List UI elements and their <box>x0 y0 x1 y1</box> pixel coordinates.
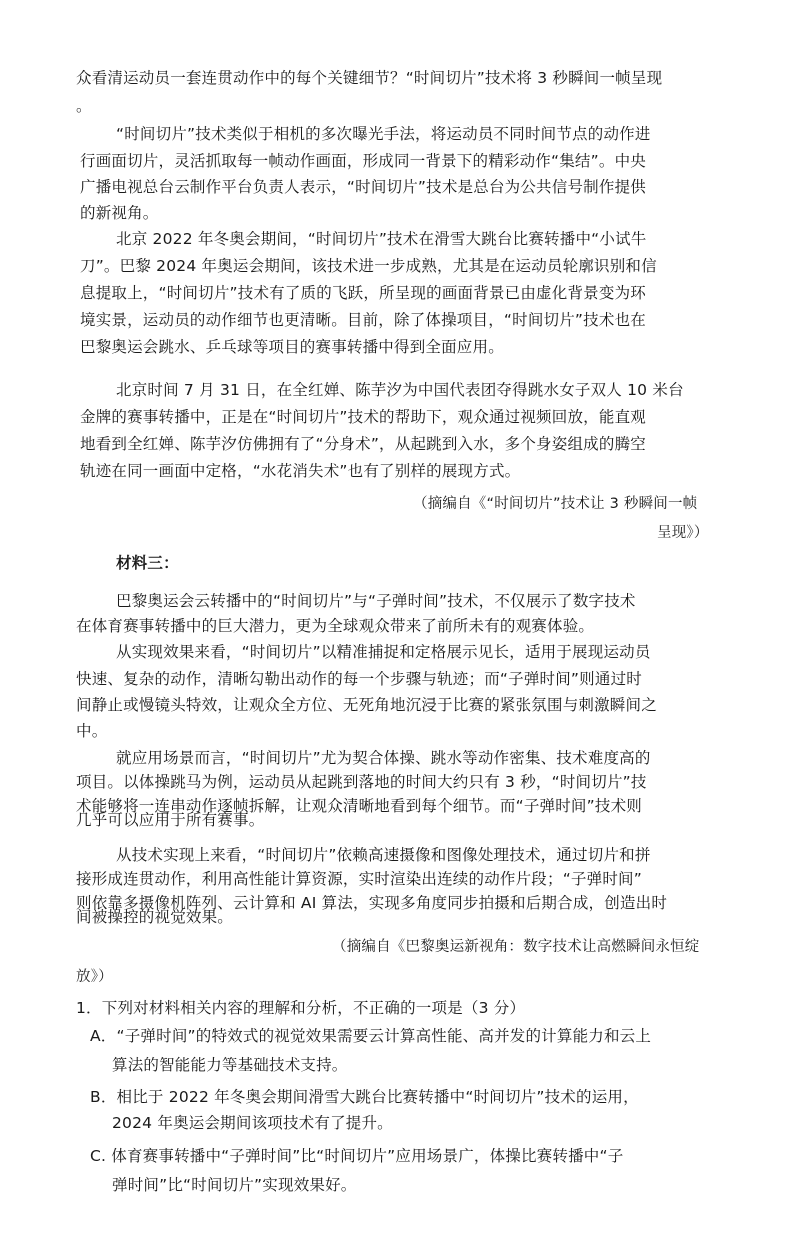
option-b-continued: 2024 年奥运会期间该项技术有了提升。 <box>112 1114 393 1132</box>
paragraph-line: 巴黎奥运会云转播中的“时间切片”与“子弹时间”技术，不仅展示了数字技术 <box>116 592 636 610</box>
option-a-continued: 算法的智能能力等基础技术支持。 <box>112 1056 348 1074</box>
paragraph-line: 众看清运动员一套连贯动作中的每个关键细节？“时间切片”技术将 3 秒瞬间一帧呈现 <box>76 69 663 87</box>
paragraph-line: 几乎可以应用于所有赛事。 <box>76 811 265 829</box>
paragraph-line: 金牌的赛事转播中，正是在“时间切片”技术的帮助下，观众通过视频回放，能直观 <box>80 408 646 426</box>
paragraph-line: 刀”。巴黎 2024 年奥运会期间，该技术进一步成熟，尤其是在运动员轮廓识别和信 <box>80 257 657 275</box>
paragraph-line: 北京 2022 年冬奥会期间，“时间切片”技术在滑雪大跳台比赛转播中“小试牛 <box>116 230 647 248</box>
option-a: A．“子弹时间”的特效式的视觉效果需要云计算高性能、高并发的计算能力和云上 <box>90 1027 652 1045</box>
paragraph-line: 巴黎奥运会跳水、乒乓球等项目的赛事转播中得到全面应用。 <box>80 338 504 356</box>
paragraph-line: 间被操控的视觉效果。 <box>76 908 234 926</box>
paragraph-line: “时间切片”技术类似于相机的多次曝光手法，将运动员不同时间节点的动作进 <box>116 125 651 143</box>
paragraph-line: 息提取上，“时间切片”技术有了质的飞跃，所呈现的画面背景已由虚化背景变为环 <box>80 284 646 302</box>
paragraph-line: 在体育赛事转播中的巨大潜力，更为全球观众带来了前所未有的观赛体验。 <box>76 617 595 635</box>
section-heading: 材料三： <box>116 554 179 572</box>
paragraph-line: 中。 <box>76 722 108 740</box>
paragraph-line: 地看到全红婵、陈芋汐仿佛拥有了“分身术”，从起跳到入水，多个身姿组成的腾空 <box>80 435 646 453</box>
paragraph-line: 快速、复杂的动作，清晰勾勒出动作的每一个步骤与轨迹；而“子弹时间”则通过时 <box>76 670 642 688</box>
option-c-continued: 弹时间”比“时间切片”实现效果好。 <box>112 1176 357 1194</box>
paragraph-line: 从技术实现上来看，“时间切片”依赖高速摄像和图像处理技术，通过切片和拼 <box>116 846 651 864</box>
question-stem: 1．下列对材料相关内容的理解和分析，不正确的一项是（3 分） <box>76 999 526 1017</box>
option-b: B．相比于 2022 年冬奥会期间滑雪大跳台比赛转播中“时间切片”技术的运用， <box>90 1088 639 1106</box>
option-c: C. 体育赛事转播中“子弹时间”比“时间切片”应用场景广，体操比赛转播中“子 <box>90 1147 624 1165</box>
paragraph-line: 的新视角。 <box>80 204 159 222</box>
paragraph-line: 轨迹在同一画面中定格，“水花消失术”也有了别样的展现方式。 <box>80 462 521 480</box>
paragraph-line: 间静止或慢镜头特效，让观众全方位、无死角地沉浸于比赛的紧张氛围与刺激瞬间之 <box>76 696 657 714</box>
paragraph-line: 则依靠多摄像机阵列、云计算和 AI 算法，实现多角度同步拍摄和后期合成，创造出时 <box>76 894 668 912</box>
paragraph-line: 。 <box>76 97 92 115</box>
paragraph-line: 接形成连贯动作，利用高性能计算资源，实时渲染出连续的动作片段；“子弹时间” <box>76 870 642 888</box>
paragraph-line: 广播电视总台云制作平台负责人表示，“时间切片”技术是总台为公共信号制作提供 <box>80 178 646 196</box>
source-citation: （摘编自《“时间切片”技术让 3 秒瞬间一帧 <box>413 496 698 512</box>
paragraph-line: 就应用场景而言，“时间切片”尤为契合体操、跳水等动作密集、技术难度高的 <box>116 749 651 767</box>
paragraph-line: 项目。以体操跳马为例，运动员从起跳到落地的时间大约只有 3 秒，“时间切片”技 <box>76 773 647 791</box>
paragraph-line: 从实现效果来看，“时间切片”以精准捕捉和定格展示见长，适用于展现运动员 <box>116 643 651 661</box>
paragraph-line: 行画面切片，灵活抓取每一帧动作画面，形成同一背景下的精彩动作“集结”。中央 <box>80 152 646 170</box>
paragraph-line: 境实景，运动员的动作细节也更清晰。目前，除了体操项目，“时间切片”技术也在 <box>80 311 646 329</box>
paragraph-line: 北京时间 7 月 31 日，在全红婵、陈芋汐为中国代表团夺得跳水女子双人 10 米台 <box>116 381 684 399</box>
paragraph-line: 术能够将一连串动作逐帧拆解，让观众清晰地看到每个细节。而“子弹时间”技术则 <box>76 797 642 815</box>
source-citation: 放》） <box>76 969 113 985</box>
source-citation: 呈现》） <box>657 525 709 541</box>
source-citation: （摘编自《巴黎奥运新视角：数字技术让高燃瞬间永恒绽 <box>332 939 700 955</box>
